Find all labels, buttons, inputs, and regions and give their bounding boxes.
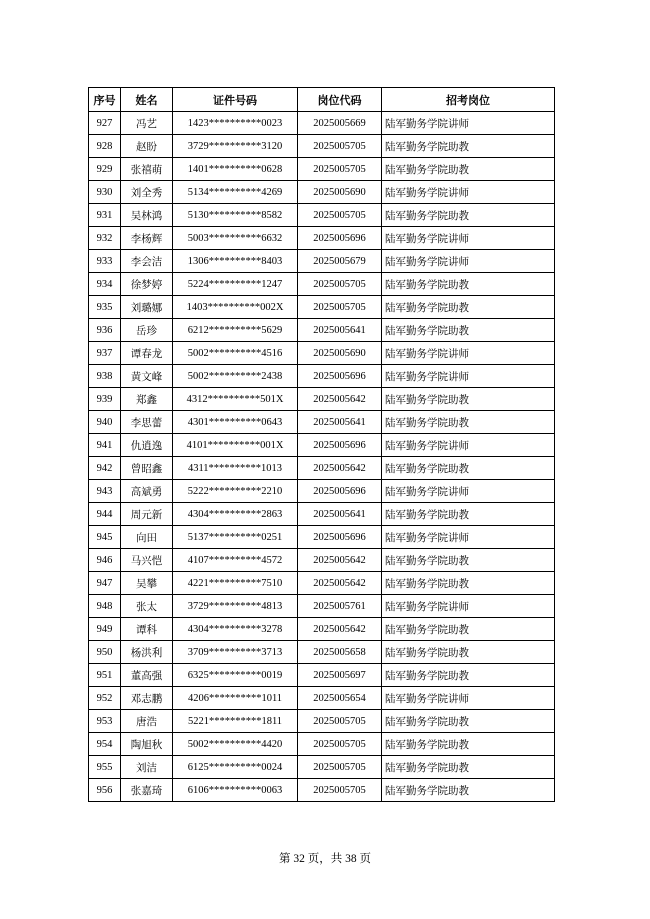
cell-id-number: 5222**********2210 xyxy=(173,480,298,503)
cell-seq: 952 xyxy=(89,687,121,710)
cell-seq: 940 xyxy=(89,411,121,434)
cell-name: 郑鑫 xyxy=(121,388,173,411)
cell-name: 周元新 xyxy=(121,503,173,526)
cell-post: 陆军勤务学院助教 xyxy=(382,641,555,664)
cell-name: 马兴恺 xyxy=(121,549,173,572)
cell-id-number: 5137**********0251 xyxy=(173,526,298,549)
cell-seq: 948 xyxy=(89,595,121,618)
cell-post: 陆军勤务学院助教 xyxy=(382,549,555,572)
cell-post-code: 2025005696 xyxy=(298,227,382,250)
cell-name: 张禧萌 xyxy=(121,158,173,181)
cell-seq: 930 xyxy=(89,181,121,204)
cell-post-code: 2025005654 xyxy=(298,687,382,710)
cell-seq: 941 xyxy=(89,434,121,457)
cell-post: 陆军勤务学院助教 xyxy=(382,572,555,595)
cell-id-number: 6125**********0024 xyxy=(173,756,298,779)
table-row xyxy=(89,342,555,365)
cell-post: 陆军勤务学院助教 xyxy=(382,296,555,319)
cell-seq: 951 xyxy=(89,664,121,687)
candidate-table xyxy=(88,87,555,802)
table-row xyxy=(89,664,555,687)
cell-seq: 936 xyxy=(89,319,121,342)
table-row xyxy=(89,204,555,227)
cell-seq: 937 xyxy=(89,342,121,365)
cell-name: 岳珍 xyxy=(121,319,173,342)
cell-post: 陆军勤务学院讲师 xyxy=(382,342,555,365)
cell-post-code: 2025005705 xyxy=(298,710,382,733)
cell-id-number: 4221**********7510 xyxy=(173,572,298,595)
cell-post-code: 2025005696 xyxy=(298,480,382,503)
cell-post: 陆军勤务学院助教 xyxy=(382,618,555,641)
cell-seq: 949 xyxy=(89,618,121,641)
cell-seq: 943 xyxy=(89,480,121,503)
cell-post-code: 2025005641 xyxy=(298,503,382,526)
cell-name: 刘璐娜 xyxy=(121,296,173,319)
cell-post: 陆军勤务学院助教 xyxy=(382,273,555,296)
table-row xyxy=(89,296,555,319)
cell-seq: 954 xyxy=(89,733,121,756)
cell-id-number: 4312**********501X xyxy=(173,388,298,411)
cell-seq: 933 xyxy=(89,250,121,273)
cell-seq: 953 xyxy=(89,710,121,733)
cell-seq: 946 xyxy=(89,549,121,572)
cell-name: 杨洪利 xyxy=(121,641,173,664)
cell-name: 仇逍逸 xyxy=(121,434,173,457)
cell-id-number: 3729**********4813 xyxy=(173,595,298,618)
cell-post-code: 2025005696 xyxy=(298,526,382,549)
cell-id-number: 4101**********001X xyxy=(173,434,298,457)
cell-name: 谭科 xyxy=(121,618,173,641)
cell-seq: 938 xyxy=(89,365,121,388)
table-body xyxy=(89,112,555,802)
cell-id-number: 6106**********0063 xyxy=(173,779,298,802)
cell-name: 曾昭鑫 xyxy=(121,457,173,480)
cell-name: 李会洁 xyxy=(121,250,173,273)
table-row xyxy=(89,756,555,779)
cell-id-number: 5002**********4516 xyxy=(173,342,298,365)
header-post: 招考岗位 xyxy=(382,88,555,112)
cell-post: 陆军勤务学院助教 xyxy=(382,779,555,802)
cell-post: 陆军勤务学院助教 xyxy=(382,664,555,687)
table-row xyxy=(89,526,555,549)
cell-post-code: 2025005641 xyxy=(298,411,382,434)
cell-seq: 950 xyxy=(89,641,121,664)
table-row xyxy=(89,365,555,388)
cell-post: 陆军勤务学院助教 xyxy=(382,457,555,480)
cell-id-number: 5130**********8582 xyxy=(173,204,298,227)
cell-id-number: 3729**********3120 xyxy=(173,135,298,158)
cell-post: 陆军勤务学院助教 xyxy=(382,710,555,733)
table-row xyxy=(89,227,555,250)
table-row xyxy=(89,687,555,710)
cell-name: 徐梦婷 xyxy=(121,273,173,296)
cell-id-number: 5224**********1247 xyxy=(173,273,298,296)
table-header-row xyxy=(89,88,555,112)
table-row xyxy=(89,480,555,503)
cell-post-code: 2025005642 xyxy=(298,618,382,641)
cell-seq: 956 xyxy=(89,779,121,802)
table-row xyxy=(89,641,555,664)
cell-id-number: 4206**********1011 xyxy=(173,687,298,710)
cell-post-code: 2025005705 xyxy=(298,158,382,181)
cell-name: 李思蕾 xyxy=(121,411,173,434)
cell-post-code: 2025005642 xyxy=(298,572,382,595)
cell-name: 陶旭秋 xyxy=(121,733,173,756)
cell-post: 陆军勤务学院助教 xyxy=(382,135,555,158)
cell-id-number: 4107**********4572 xyxy=(173,549,298,572)
cell-post: 陆军勤务学院助教 xyxy=(382,733,555,756)
cell-post-code: 2025005705 xyxy=(298,135,382,158)
cell-post-code: 2025005761 xyxy=(298,595,382,618)
cell-post: 陆军勤务学院助教 xyxy=(382,503,555,526)
cell-post-code: 2025005669 xyxy=(298,112,382,135)
cell-post: 陆军勤务学院助教 xyxy=(382,204,555,227)
cell-post-code: 2025005642 xyxy=(298,388,382,411)
cell-post-code: 2025005705 xyxy=(298,204,382,227)
table-row xyxy=(89,549,555,572)
cell-post: 陆军勤务学院讲师 xyxy=(382,181,555,204)
table-row xyxy=(89,595,555,618)
table-row xyxy=(89,112,555,135)
cell-post: 陆军勤务学院助教 xyxy=(382,319,555,342)
table-row xyxy=(89,434,555,457)
cell-post-code: 2025005697 xyxy=(298,664,382,687)
cell-id-number: 3709**********3713 xyxy=(173,641,298,664)
cell-id-number: 4304**********2863 xyxy=(173,503,298,526)
cell-post-code: 2025005696 xyxy=(298,434,382,457)
cell-post-code: 2025005705 xyxy=(298,779,382,802)
cell-name: 刘洁 xyxy=(121,756,173,779)
cell-name: 冯艺 xyxy=(121,112,173,135)
table-row xyxy=(89,411,555,434)
cell-post-code: 2025005679 xyxy=(298,250,382,273)
cell-post: 陆军勤务学院讲师 xyxy=(382,687,555,710)
cell-seq: 931 xyxy=(89,204,121,227)
cell-name: 吴林鸿 xyxy=(121,204,173,227)
cell-name: 李杨辉 xyxy=(121,227,173,250)
cell-post-code: 2025005705 xyxy=(298,733,382,756)
table-row xyxy=(89,273,555,296)
cell-id-number: 4304**********3278 xyxy=(173,618,298,641)
table-row xyxy=(89,457,555,480)
cell-seq: 942 xyxy=(89,457,121,480)
cell-seq: 947 xyxy=(89,572,121,595)
cell-id-number: 5003**********6632 xyxy=(173,227,298,250)
cell-post: 陆军勤务学院讲师 xyxy=(382,480,555,503)
cell-id-number: 5002**********2438 xyxy=(173,365,298,388)
cell-post-code: 2025005705 xyxy=(298,296,382,319)
cell-name: 张太 xyxy=(121,595,173,618)
cell-post: 陆军勤务学院讲师 xyxy=(382,595,555,618)
cell-name: 赵盼 xyxy=(121,135,173,158)
cell-id-number: 6325**********0019 xyxy=(173,664,298,687)
cell-post: 陆军勤务学院助教 xyxy=(382,158,555,181)
table-row xyxy=(89,503,555,526)
page-footer: 第 32 页，共 38 页 xyxy=(279,853,371,865)
cell-seq: 955 xyxy=(89,756,121,779)
cell-seq: 935 xyxy=(89,296,121,319)
cell-name: 张嘉琦 xyxy=(121,779,173,802)
header-post-code: 岗位代码 xyxy=(298,88,382,112)
cell-post: 陆军勤务学院讲师 xyxy=(382,112,555,135)
cell-name: 高斌勇 xyxy=(121,480,173,503)
cell-post-code: 2025005696 xyxy=(298,365,382,388)
cell-name: 向田 xyxy=(121,526,173,549)
cell-id-number: 4301**********0643 xyxy=(173,411,298,434)
cell-id-number: 5221**********1811 xyxy=(173,710,298,733)
table-row xyxy=(89,158,555,181)
cell-id-number: 5134**********4269 xyxy=(173,181,298,204)
cell-id-number: 1306**********8403 xyxy=(173,250,298,273)
header-name: 姓名 xyxy=(121,88,173,112)
cell-post: 陆军勤务学院讲师 xyxy=(382,526,555,549)
cell-name: 唐浩 xyxy=(121,710,173,733)
cell-seq: 944 xyxy=(89,503,121,526)
cell-name: 邓志鹏 xyxy=(121,687,173,710)
cell-seq: 932 xyxy=(89,227,121,250)
cell-id-number: 4311**********1013 xyxy=(173,457,298,480)
cell-post-code: 2025005658 xyxy=(298,641,382,664)
cell-post: 陆军勤务学院助教 xyxy=(382,411,555,434)
cell-seq: 934 xyxy=(89,273,121,296)
table-row xyxy=(89,779,555,802)
table-row xyxy=(89,250,555,273)
cell-post: 陆军勤务学院讲师 xyxy=(382,365,555,388)
table-row xyxy=(89,181,555,204)
cell-post-code: 2025005705 xyxy=(298,273,382,296)
table-row xyxy=(89,733,555,756)
cell-post-code: 2025005690 xyxy=(298,181,382,204)
cell-post: 陆军勤务学院讲师 xyxy=(382,227,555,250)
table-row xyxy=(89,135,555,158)
table-row xyxy=(89,710,555,733)
cell-id-number: 1423**********0023 xyxy=(173,112,298,135)
cell-id-number: 1401**********0628 xyxy=(173,158,298,181)
cell-post: 陆军勤务学院助教 xyxy=(382,756,555,779)
cell-post-code: 2025005705 xyxy=(298,756,382,779)
cell-id-number: 5002**********4420 xyxy=(173,733,298,756)
cell-post-code: 2025005642 xyxy=(298,457,382,480)
cell-name: 董高强 xyxy=(121,664,173,687)
cell-id-number: 1403**********002X xyxy=(173,296,298,319)
table-row xyxy=(89,319,555,342)
cell-name: 黄文峰 xyxy=(121,365,173,388)
cell-seq: 945 xyxy=(89,526,121,549)
cell-id-number: 6212**********5629 xyxy=(173,319,298,342)
cell-post: 陆军勤务学院助教 xyxy=(382,388,555,411)
cell-seq: 927 xyxy=(89,112,121,135)
cell-name: 刘全秀 xyxy=(121,181,173,204)
header-id-number: 证件号码 xyxy=(173,88,298,112)
cell-post: 陆军勤务学院讲师 xyxy=(382,250,555,273)
header-seq: 序号 xyxy=(89,88,121,112)
cell-seq: 939 xyxy=(89,388,121,411)
cell-post-code: 2025005690 xyxy=(298,342,382,365)
table-row xyxy=(89,618,555,641)
table-row xyxy=(89,572,555,595)
cell-post-code: 2025005642 xyxy=(298,549,382,572)
cell-seq: 928 xyxy=(89,135,121,158)
cell-seq: 929 xyxy=(89,158,121,181)
cell-name: 谭春龙 xyxy=(121,342,173,365)
cell-post-code: 2025005641 xyxy=(298,319,382,342)
table-row xyxy=(89,388,555,411)
cell-name: 吴攀 xyxy=(121,572,173,595)
cell-post: 陆军勤务学院讲师 xyxy=(382,434,555,457)
